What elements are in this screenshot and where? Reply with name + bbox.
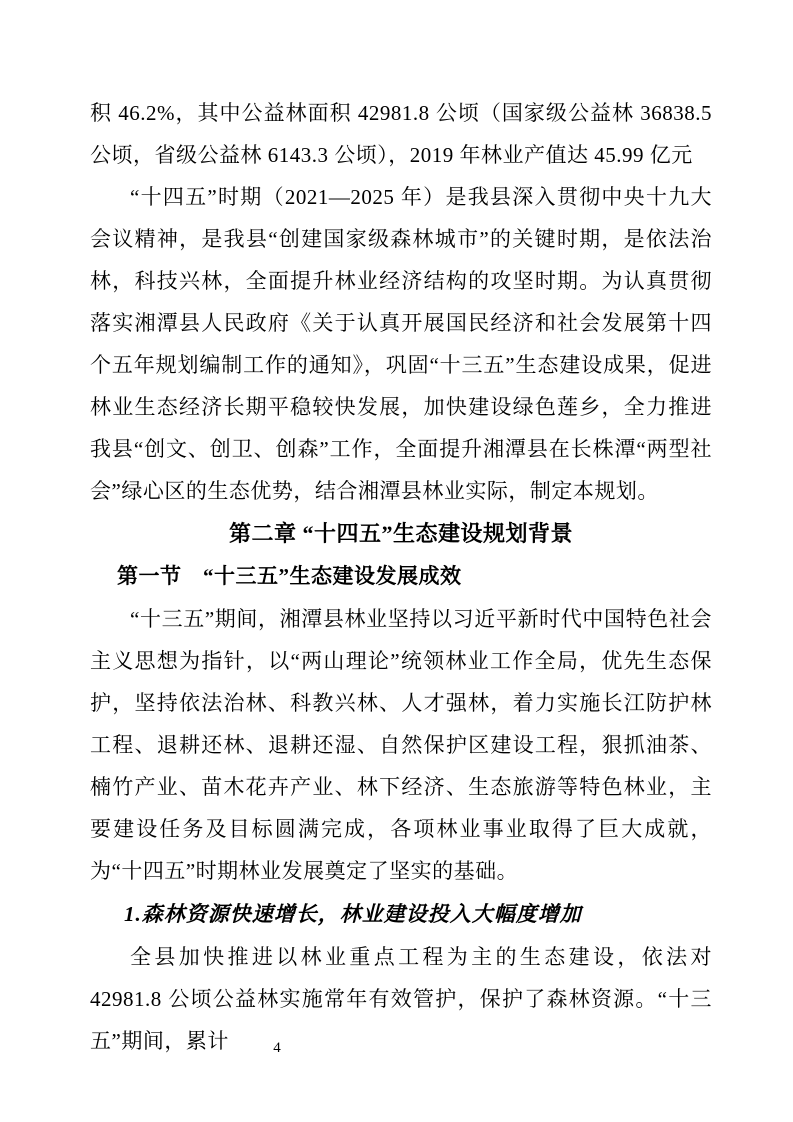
numbered-subheading: 1.森林资源快速增长，林业建设投入大幅度增加 bbox=[124, 902, 582, 926]
chapter-heading: 第二章 “十四五”生态建设规划背景 bbox=[228, 521, 573, 546]
paragraph: “十三五”期间，湘潭县林业坚持以习近平新时代中国特色社会主义思想为指针，以“两山理论”统领林业工作全局，优先生态保护，坚持依法治林、科教兴林、人才强林，着力实施长江防护林工程、退耕还林、退耕还湿、自然保护区建设工程，狠抓油茶、楠竹产业、苗木花卉产业、林下经济、生态旅游等特色林业，主要建设任务及目标圆满完成，各项林业事业取得了巨大成就，为“十四五”时期林业发展奠定了坚实的基础。 bbox=[90, 607, 712, 883]
section-heading: 第一节 “十三五”生态建设发展成效 bbox=[117, 564, 462, 588]
paragraph-continuation: 积 46.2%，其中公益林面积 42981.8 公顷（国家级公益林 36838.5 公顷，省级公益林 6143.3 公顷），2019 年林业产值达 45.99 亿元 bbox=[90, 101, 712, 167]
page-number: 4 bbox=[273, 1040, 281, 1056]
paragraph: 全县加快推进以林业重点工程为主的生态建设，依法对 42981.8 公顷公益林实施常年有效管护，保护了森林资源。“十三五”期间，累计 bbox=[90, 945, 712, 1053]
page-content bbox=[90, 92, 712, 1062]
paragraph: “十四五”时期（2021—2025 年）是我县深入贯彻中央十九大会议精神，是我县“创建国家级森林城市”的关键时期，是依法治林，科技兴林，全面提升林业经济结构的攻坚时期。为认真贯彻落实湘潭县人民政府《关于认真开展国民经济和社会发展第十四个五年规划编制工作的通知》，巩固“十三五”生态建设成果，促进林业生态经济长期平稳较快发展，加快建设绿色莲乡，全力推进我县“创文、创卫、创森”工作，全面提升湘潭县在长株潭“两型社会”绿心区的生态优势，结合湘潭县林业实际，制定本规划。 bbox=[90, 185, 712, 503]
